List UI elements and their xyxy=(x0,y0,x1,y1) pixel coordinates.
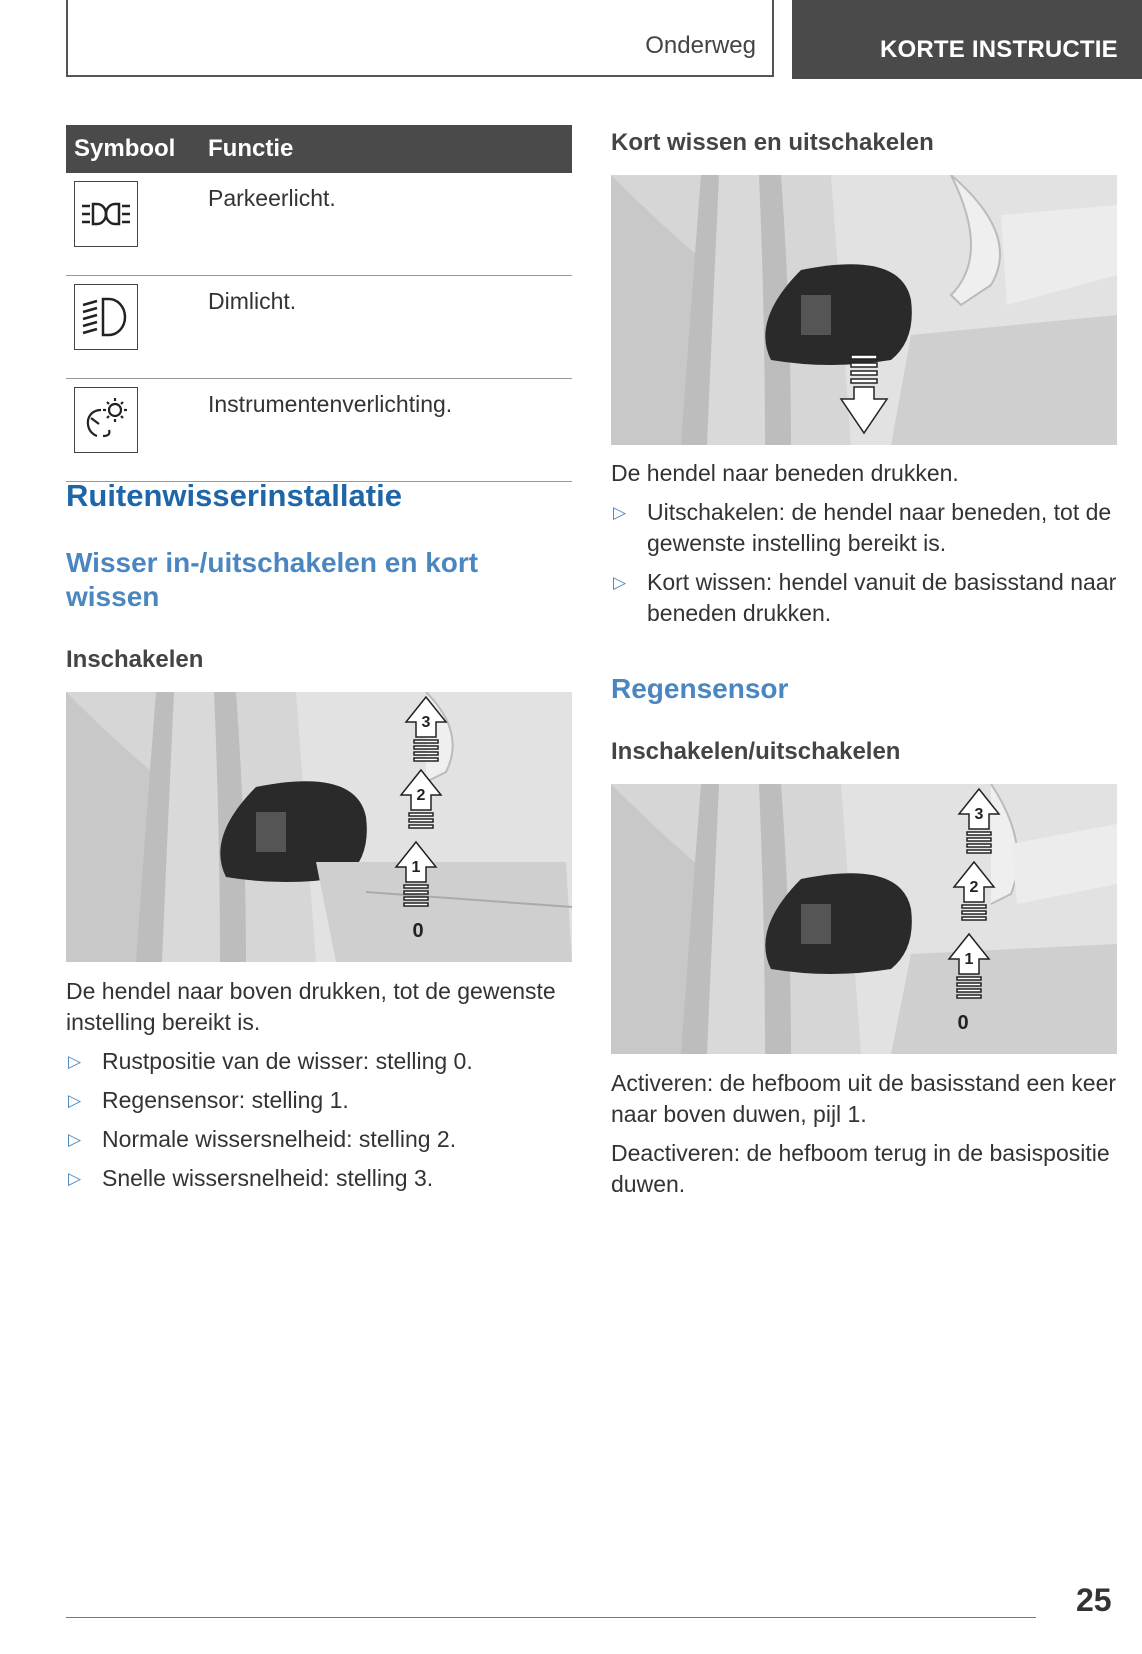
list-item: ▷ Kort wissen: hendel vanuit de basisstand naar beneden drukken. xyxy=(613,569,1117,626)
figure-label-3: 3 xyxy=(974,806,984,823)
figure-label-0: 0 xyxy=(957,1012,969,1034)
figure-label-1: 1 xyxy=(411,859,421,876)
bullet-triangle-icon: ▷ xyxy=(613,573,627,592)
header-tab-label: KORTE INSTRUCTIE xyxy=(880,36,1118,63)
list-item: ▷ Regensensor: stelling 1. xyxy=(66,1085,572,1116)
activate-paragraph: Activeren: de hefboom uit de basisstand een keer naar boven duwen, pijl 1. xyxy=(611,1070,1117,1127)
footer-divider xyxy=(66,1617,1036,1618)
list-item: ▷ Uitschakelen: de hendel naar beneden, tot de gewenste instelling bereikt is. xyxy=(613,499,1112,556)
bullet-triangle-icon: ▷ xyxy=(613,503,627,522)
regensensor-title: Regensensor xyxy=(611,673,789,704)
header-frame xyxy=(66,0,774,77)
figure-label-2: 2 xyxy=(969,879,979,896)
deactivate-paragraph: Deactiveren: de hefboom terug in de basispositie duwen. xyxy=(611,1140,1110,1197)
list-item: ▷ Snelle wissersnelheid: stelling 3. xyxy=(66,1163,572,1194)
table-row xyxy=(66,276,572,379)
rain-sensor-lever-figure xyxy=(611,784,1117,1054)
figure-label-3: 3 xyxy=(421,714,431,731)
column-header-function: Functie xyxy=(194,125,572,173)
figure-label-0: 0 xyxy=(412,920,424,942)
left-bullet-list xyxy=(66,1046,572,1202)
section-title: Ruitenwisserinstallatie xyxy=(66,478,402,513)
list-item: ▷ Normale wissersnelheid: stelling 2. xyxy=(66,1124,572,1155)
page-number: 25 xyxy=(1076,1582,1112,1618)
bullet-triangle-icon: ▷ xyxy=(68,1130,82,1149)
header-section-label: Onderweg xyxy=(645,32,756,59)
wiper-lever-down-figure xyxy=(611,175,1117,445)
bullet-triangle-icon: ▷ xyxy=(68,1169,82,1188)
function-text: Instrumentenverlichting. xyxy=(194,379,572,482)
header-tab xyxy=(792,0,1142,79)
regensensor-heading: Inschakelen/uitschakelen xyxy=(611,738,901,765)
wiper-lever-up-figure xyxy=(66,692,572,962)
bullet-triangle-icon: ▷ xyxy=(68,1091,82,1110)
table-header-row xyxy=(66,125,572,173)
column-header-symbol: Symbool xyxy=(66,125,194,173)
inschakelen-paragraph: De hendel naar boven drukken, tot de gewenste instelling bereikt is. xyxy=(66,978,556,1035)
function-text: Dimlicht. xyxy=(194,276,572,379)
instrument-lighting-icon xyxy=(74,387,138,453)
figure-label-1: 1 xyxy=(964,951,974,968)
function-text: Parkeerlicht. xyxy=(194,173,572,276)
kort-wissen-paragraph: De hendel naar beneden drukken. xyxy=(611,460,959,486)
list-item: ▷ Rustpositie van de wisser: stelling 0. xyxy=(66,1046,572,1077)
parking-light-icon xyxy=(74,181,138,247)
table-row xyxy=(66,173,572,276)
symbol-table xyxy=(66,125,572,482)
right-bullet-list xyxy=(611,497,1117,637)
inschakelen-heading: Inschakelen xyxy=(66,646,204,673)
kort-wissen-heading: Kort wissen en uitschakelen xyxy=(611,129,934,156)
subsection-title: Wisser in-/uitschakelen en kort wissen xyxy=(66,547,479,612)
figure-label-2: 2 xyxy=(416,787,426,804)
bullet-triangle-icon: ▷ xyxy=(68,1052,82,1071)
table-row xyxy=(66,379,572,482)
low-beam-icon xyxy=(74,284,138,350)
